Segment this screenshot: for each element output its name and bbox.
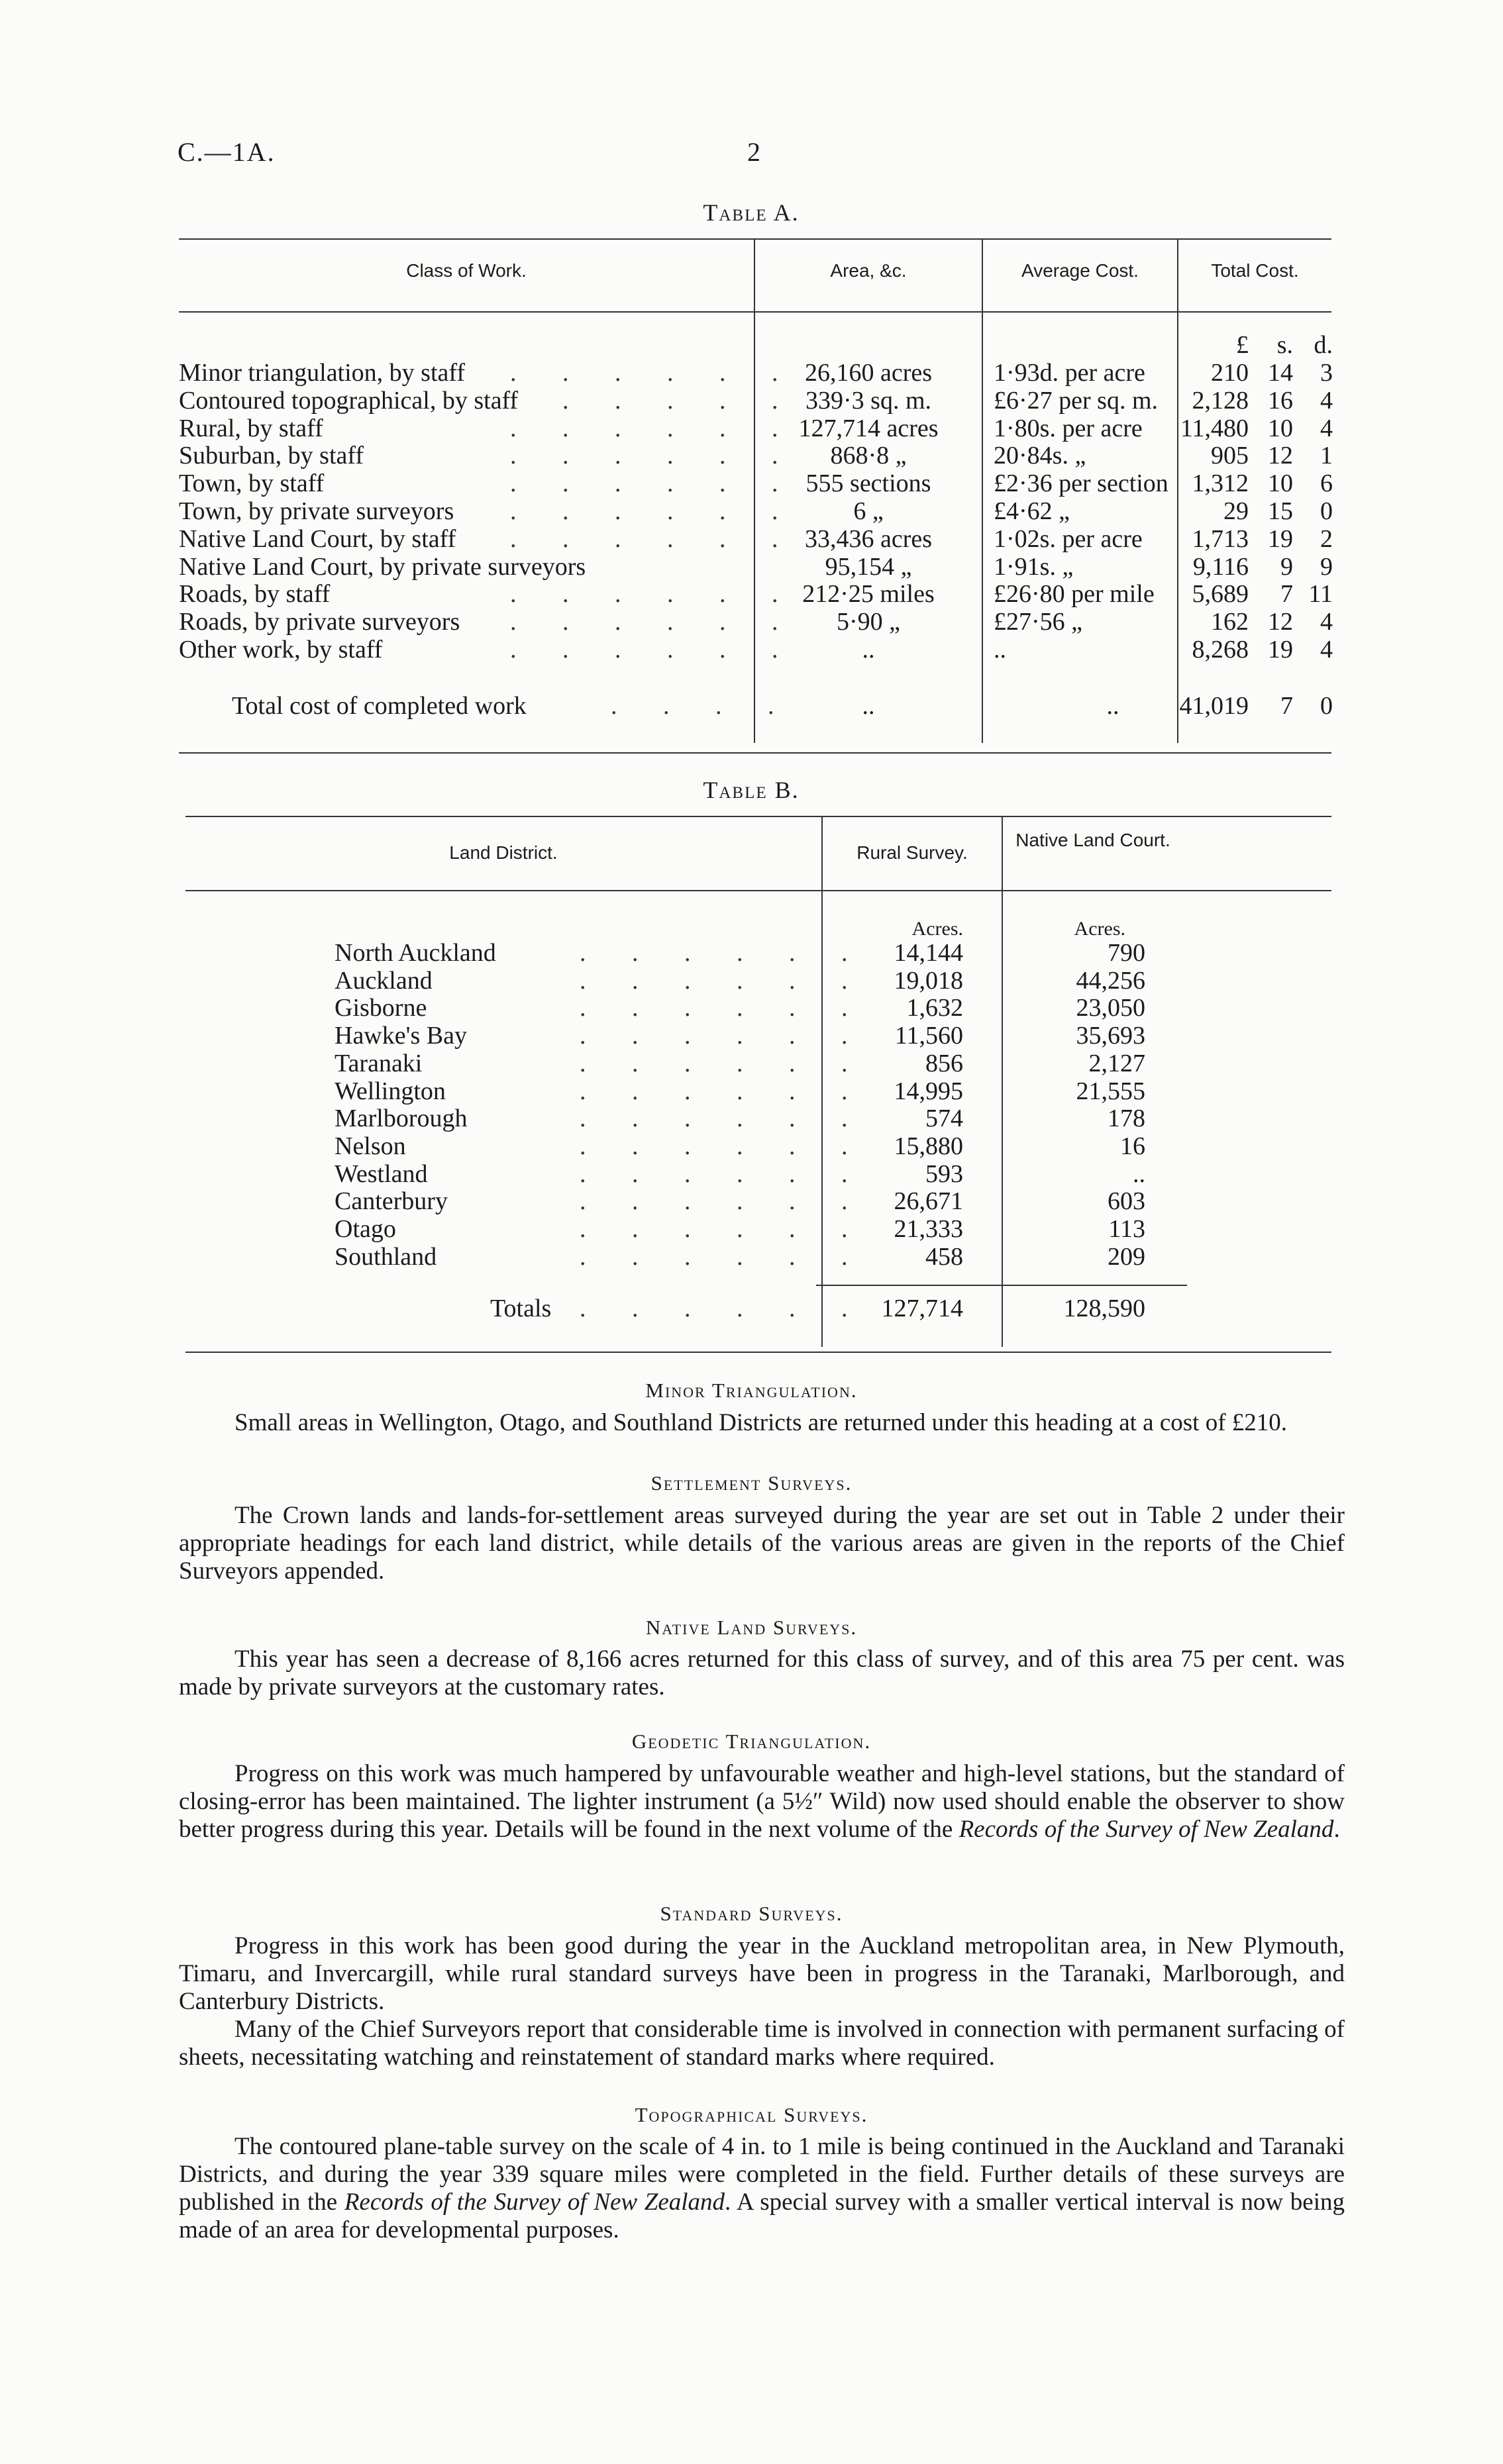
rural-survey-acres: 593 <box>925 1159 963 1188</box>
table-a-currency-row <box>0 331 1503 359</box>
land-district: Southland <box>335 1242 437 1271</box>
section-title-standard-surveys: Standard Surveys. <box>660 1902 843 1925</box>
pence-label: d. <box>1314 331 1333 359</box>
table-b-header-district: Land District. <box>449 842 558 863</box>
paragraph-standard-surveys: Progress in this work has been good during the year in the Auckland metropolitan area, in New Plymouth, Timaru, and Invercargill, while rural standard surveys have been in progress in the Taranaki, Marlborough, and Canterbury Districts. Many of the Chief Surveyors report that considerable time is involved in connection with permanent surfacing of sheets, necessitating watching and reinstatement of standard marks where required. <box>179 1932 1345 2071</box>
pounds-value: 1,713 <box>1192 524 1249 553</box>
pounds-value: 8,268 <box>1192 636 1249 664</box>
dot-leaders: . . . . . . <box>580 1132 868 1160</box>
average-cost: 1·02s. per acre <box>994 524 1143 553</box>
area-value: 339·3 sq. m. <box>805 386 931 415</box>
totals-native: 128,590 <box>1063 1295 1145 1322</box>
pence-value: 4 <box>1320 636 1333 664</box>
dot-leaders: . . . . . . <box>510 386 798 415</box>
table-row <box>0 636 1503 664</box>
dot-leaders: . . . . . . <box>510 442 798 470</box>
document-reference: C.—1A. <box>178 137 276 167</box>
paragraph-settlement-surveys: The Crown lands and lands-for-settlement areas surveyed during the year are set out in Table 2 under their appropriate headings for each land district, while details of the various areas are given in the reports of the Chief Surveyors appended. <box>179 1502 1345 1585</box>
table-a-header-total: Total Cost. <box>1211 260 1299 281</box>
table-b-header-rural: Rural Survey. <box>856 842 968 863</box>
average-cost: £6·27 per sq. m. <box>994 386 1159 415</box>
table-row <box>0 1160 1503 1188</box>
dot-leaders: . . . . . . <box>580 1105 868 1133</box>
land-district: Gisborne <box>335 994 427 1022</box>
section-title-native-land-surveys: Native Land Surveys. <box>645 1616 858 1639</box>
dot-leaders: . . . . . . <box>510 414 798 442</box>
table-a-header-area: Area, &c. <box>830 260 907 281</box>
pounds-value: 9,116 <box>1192 552 1249 581</box>
area-value: 555 sections <box>805 469 931 498</box>
total-pence: 0 <box>1320 692 1333 720</box>
table-row <box>0 469 1503 497</box>
shillings-value: 12 <box>1268 442 1293 470</box>
native-land-court-acres: 2,127 <box>1088 1049 1145 1077</box>
total-pounds: 41,019 <box>1179 692 1249 720</box>
paragraph-geodetic-triangulation: Progress on this work was much hampered by unfavourable weather and high-level stations, but the standard of closing-error has been maintained. The lighter instrument (a 5½″ Wild) now used should enable the observer to show better progress during this year. Details will be found in the next volume of the Records of the Survey of New Zealand. <box>179 1760 1345 1843</box>
dot-leaders: . . . . . . <box>510 580 798 609</box>
pence-value: 6 <box>1320 469 1333 498</box>
rural-survey-acres: 19,018 <box>894 966 963 995</box>
shillings-value: 10 <box>1268 469 1293 498</box>
paragraph-minor-triangulation: Small areas in Wellington, Otago, and Southland Districts are returned under this heading at a cost of £210. <box>234 1409 1288 1436</box>
shillings-value: 12 <box>1268 608 1293 636</box>
records-title: Records of the Survey of New Zealand <box>344 2189 725 2216</box>
table-b-header-native: Native Land Court. <box>1015 830 1170 850</box>
dot-leaders: . . . . . . <box>580 1215 868 1243</box>
class-of-work: Rural, by staff <box>179 414 323 442</box>
total-shillings: 7 <box>1280 692 1293 720</box>
paragraph-native-land-surveys: This year has seen a decrease of 8,166 acres returned for this class of survey, and of this area 75 per cent. was made by private surveyors at the customary rates. <box>179 1646 1345 1700</box>
table-a-bottom-rule <box>179 752 1331 754</box>
dot-leaders: . . . . . . <box>510 524 798 553</box>
dot-leaders: . . . . . . <box>510 469 798 498</box>
rural-survey-acres: 26,671 <box>894 1187 963 1216</box>
land-district: Hawke's Bay <box>335 1022 467 1050</box>
rural-survey-acres: 14,995 <box>894 1077 963 1105</box>
table-row <box>0 1077 1503 1105</box>
table-row <box>0 1243 1503 1271</box>
average-cost: £2·36 per section <box>994 469 1168 498</box>
table-b-caption: Table B. <box>703 777 800 803</box>
dot-leaders: . . . . . . <box>580 1022 868 1050</box>
land-district: Taranaki <box>335 1049 423 1077</box>
average-cost: £26·80 per mile <box>994 580 1155 609</box>
native-land-court-acres: 44,256 <box>1076 966 1145 995</box>
table-row <box>0 497 1503 525</box>
native-units: Acres. <box>1074 918 1125 940</box>
table-row <box>0 1215 1503 1243</box>
area-value: .. <box>862 636 875 664</box>
rural-survey-acres: 15,880 <box>894 1132 963 1160</box>
table-a-total-row <box>0 692 1503 720</box>
table-row <box>0 1050 1503 1077</box>
area-value: 212·25 miles <box>802 580 935 609</box>
native-land-court-acres: 16 <box>1120 1132 1145 1160</box>
shillings-value: 10 <box>1268 414 1293 442</box>
native-land-court-acres: 790 <box>1108 939 1145 967</box>
class-of-work: Other work, by staff <box>179 636 383 664</box>
dot-leaders: . . . . . . <box>580 994 868 1022</box>
dot-leaders: . . . . . . <box>510 359 798 387</box>
class-of-work: Native Land Court, by private surveyors <box>179 552 586 581</box>
table-b-top-rule <box>185 816 1331 817</box>
table-row <box>0 939 1503 967</box>
pence-value: 4 <box>1320 386 1333 415</box>
shillings-value: 16 <box>1268 386 1293 415</box>
dot-leaders: . . . . . . <box>580 966 868 995</box>
shillings-value: 14 <box>1268 359 1293 387</box>
totals-rural: 127,714 <box>881 1295 963 1322</box>
average-cost: 20·84s. „ <box>994 442 1086 470</box>
average-cost: .. <box>994 636 1006 664</box>
area-value: 127,714 acres <box>798 414 939 442</box>
table-row <box>0 415 1503 442</box>
dot-leaders: . . . . . . <box>510 636 798 664</box>
rural-survey-acres: 11,560 <box>894 1022 963 1050</box>
native-land-court-acres: 35,693 <box>1076 1022 1145 1050</box>
native-land-court-acres: 178 <box>1108 1105 1145 1133</box>
table-row <box>0 1105 1503 1132</box>
land-district: Auckland <box>335 966 433 995</box>
paragraph-topographical-surveys: The contoured plane-table survey on the scale of 4 in. to 1 mile is being continued in the Auckland and Taranaki Districts, and during the year 339 square miles were completed in the field. Further details of these surveys are published in the Records of the Survey of New Zealand. A special survey with a smaller vertical interval is now being made of an area for developmental purposes. <box>179 2133 1345 2243</box>
land-district: North Auckland <box>335 939 496 967</box>
pence-value: 4 <box>1320 414 1333 442</box>
pence-value: 2 <box>1320 524 1333 553</box>
table-row <box>0 553 1503 581</box>
area-value: 95,154 „ <box>825 552 912 581</box>
pounds-value: 29 <box>1223 497 1249 525</box>
table-a-caption: Table A. <box>703 199 800 226</box>
average-cost: £27·56 „ <box>994 608 1083 636</box>
native-land-court-acres: 23,050 <box>1076 994 1145 1022</box>
land-district: Nelson <box>335 1132 406 1160</box>
table-row <box>0 359 1503 387</box>
land-district: Otago <box>335 1215 396 1243</box>
dot-leaders: . . . . . . <box>510 497 798 525</box>
pounds-value: 905 <box>1211 442 1249 470</box>
shillings-value: 15 <box>1268 497 1293 525</box>
pounds-value: 210 <box>1211 359 1249 387</box>
dot-leaders: . . . . . . <box>580 1295 868 1322</box>
total-area: .. <box>862 692 875 720</box>
dot-leaders: . . . . . . <box>580 1077 868 1105</box>
section-title-minor-triangulation: Minor Triangulation. <box>645 1379 858 1402</box>
table-b-total-row <box>0 1295 1503 1322</box>
area-value: 6 „ <box>853 497 884 525</box>
average-cost: 1·93d. per acre <box>994 359 1145 387</box>
table-row <box>0 994 1503 1022</box>
pounds-value: 1,312 <box>1192 469 1249 498</box>
table-row <box>0 1132 1503 1160</box>
class-of-work: Roads, by staff <box>179 580 331 609</box>
dot-leaders: . . . . . . <box>580 1242 868 1271</box>
table-a-top-rule <box>179 238 1331 240</box>
pence-value: 9 <box>1320 552 1333 581</box>
class-of-work: Town, by staff <box>179 469 325 498</box>
pounds-label: £ <box>1236 331 1249 359</box>
rural-survey-acres: 458 <box>925 1242 963 1271</box>
native-land-court-acres: 113 <box>1108 1215 1145 1243</box>
area-value: 33,436 acres <box>804 524 933 553</box>
class-of-work: Town, by private surveyors <box>179 497 454 525</box>
shillings-value: 19 <box>1268 636 1293 664</box>
table-row <box>0 442 1503 469</box>
shillings-value: 19 <box>1268 524 1293 553</box>
table-row <box>0 967 1503 995</box>
pence-value: 11 <box>1308 580 1333 609</box>
class-of-work: Contoured topographical, by staff <box>179 386 519 415</box>
section-title-topographical-surveys: Topographical Surveys. <box>635 2103 868 2126</box>
native-land-court-acres: .. <box>1133 1159 1145 1188</box>
average-cost: 1·91s. „ <box>994 552 1074 581</box>
shillings-label: s. <box>1276 331 1293 359</box>
land-district: Westland <box>335 1159 428 1188</box>
total-average: .. <box>1106 692 1119 720</box>
records-title: Records of the Survey of New Zealand <box>959 1816 1334 1843</box>
rural-survey-acres: 14,144 <box>894 939 963 967</box>
page-number: 2 <box>747 137 760 167</box>
pence-value: 4 <box>1320 608 1333 636</box>
section-title-settlement-surveys: Settlement Surveys. <box>650 1471 853 1495</box>
pounds-value: 11,480 <box>1180 414 1249 442</box>
native-land-court-acres: 603 <box>1108 1187 1145 1216</box>
table-a-header-class: Class of Work. <box>406 260 527 281</box>
dot-leaders: . . . . . . <box>580 1159 868 1188</box>
land-district: Marlborough <box>335 1105 468 1133</box>
section-title-geodetic-triangulation: Geodetic Triangulation. <box>631 1730 872 1753</box>
average-cost: £4·62 „ <box>994 497 1070 525</box>
class-of-work: Minor triangulation, by staff <box>179 359 466 387</box>
native-land-court-acres: 21,555 <box>1076 1077 1145 1105</box>
rural-survey-acres: 21,333 <box>894 1215 963 1243</box>
area-value: 26,160 acres <box>804 359 933 387</box>
table-row <box>0 1022 1503 1050</box>
dot-leaders: . . . . . . <box>580 939 868 967</box>
table-b-header-rule <box>185 890 1331 891</box>
pounds-value: 5,689 <box>1192 580 1249 609</box>
rural-survey-acres: 1,632 <box>906 994 963 1022</box>
dot-leaders: . . . . . . <box>510 608 798 636</box>
table-b-bottom-rule <box>185 1352 1331 1353</box>
rural-survey-acres: 574 <box>925 1105 963 1133</box>
table-row <box>0 525 1503 553</box>
table-a-header-average: Average Cost. <box>1021 260 1139 281</box>
pounds-value: 162 <box>1211 608 1249 636</box>
area-value: 868·8 „ <box>830 442 907 470</box>
totals-label: Totals <box>490 1295 552 1322</box>
table-a-header-rule <box>179 311 1331 313</box>
native-land-court-acres: 209 <box>1108 1242 1145 1271</box>
land-district: Canterbury <box>335 1187 448 1216</box>
pence-value: 1 <box>1320 442 1333 470</box>
class-of-work: Suburban, by staff <box>179 442 364 470</box>
dot-leaders: . . . . . . <box>580 1049 868 1077</box>
pounds-value: 2,128 <box>1192 386 1249 415</box>
rural-units: Acres. <box>911 918 963 940</box>
dot-leaders: . . . . <box>611 692 794 720</box>
pence-value: 3 <box>1320 359 1333 387</box>
dot-leaders: . . . . . . <box>580 1187 868 1216</box>
table-row <box>0 387 1503 415</box>
rural-survey-acres: 856 <box>925 1049 963 1077</box>
average-cost: 1·80s. per acre <box>994 414 1143 442</box>
shillings-value: 9 <box>1280 552 1293 581</box>
pence-value: 0 <box>1320 497 1333 525</box>
shillings-value: 7 <box>1280 580 1293 609</box>
class-of-work: Native Land Court, by staff <box>179 524 456 553</box>
table-row <box>0 1187 1503 1215</box>
table-row <box>0 580 1503 608</box>
table-row <box>0 608 1503 636</box>
total-label: Total cost of completed work <box>232 692 527 720</box>
area-value: 5·90 „ <box>836 608 901 636</box>
class-of-work: Roads, by private surveyors <box>179 608 460 636</box>
land-district: Wellington <box>335 1077 446 1105</box>
